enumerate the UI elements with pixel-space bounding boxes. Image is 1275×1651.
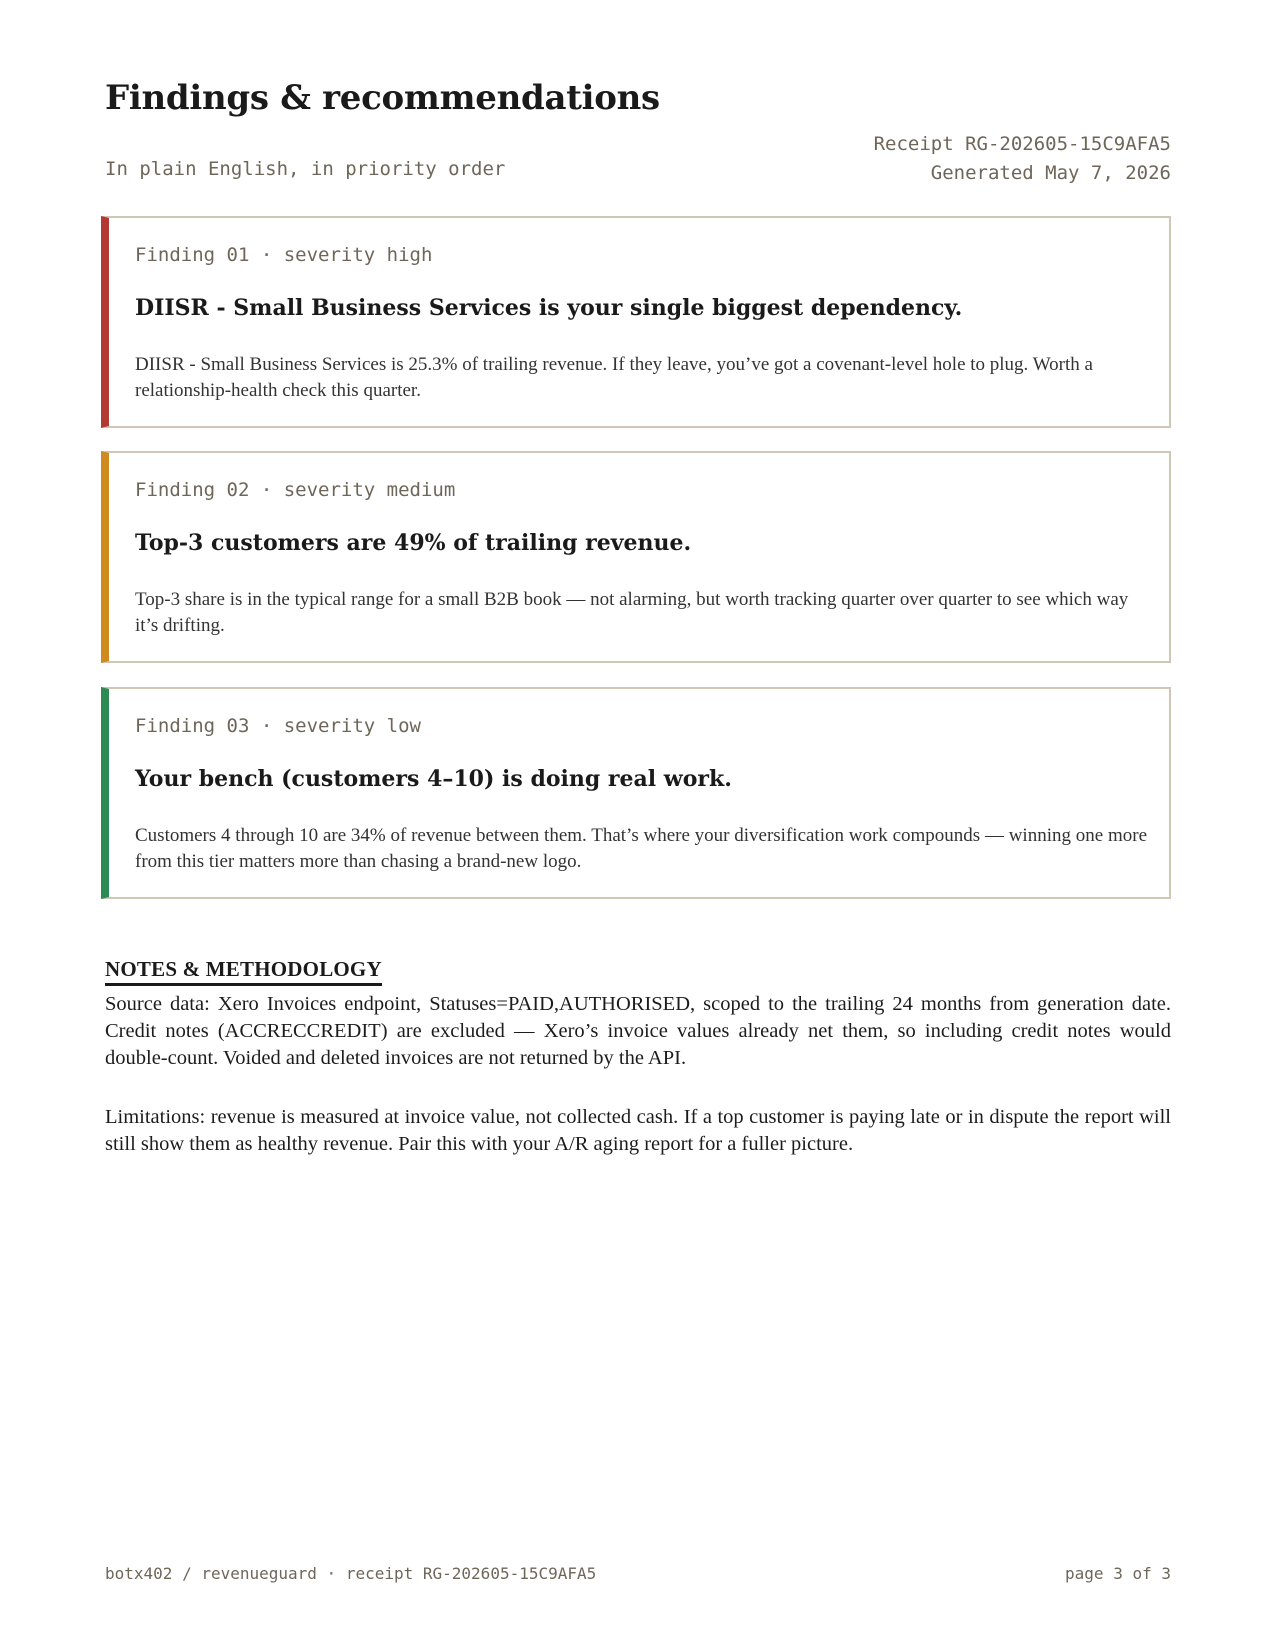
finding-headline: DIISR - Small Business Services is your single biggest dependency.: [135, 295, 963, 321]
page-title: Findings & recommendations: [105, 78, 660, 118]
finding-meta: Finding 03 · severity low: [135, 715, 421, 737]
report-page: [105, 0, 1171, 1651]
generated-date: Generated May 7, 2026: [930, 162, 1171, 184]
finding-meta: Finding 01 · severity high: [135, 244, 433, 266]
notes-heading: NOTES & METHODOLOGY: [105, 957, 382, 986]
finding-card-03: [101, 687, 1171, 899]
finding-headline: Top-3 customers are 49% of trailing revenue.: [135, 530, 692, 556]
receipt-info: [874, 130, 1171, 188]
finding-headline: Your bench (customers 4–10) is doing real work.: [135, 766, 732, 792]
notes-limitations-paragraph: Limitations: revenue is measured at invoice value, not collected cash. If a top customer is paying late or in dispute the report will still show them as healthy revenue. Pair this with your A/R aging report for a fuller picture.: [105, 1106, 1171, 1155]
finding-body: Top-3 share is in the typical range for a small B2B book — not alarming, but worth tracking quarter over quarter to see which way it’s drifting.: [135, 589, 1129, 636]
page-number: page 3 of 3: [1065, 1564, 1171, 1583]
finding-body: Customers 4 through 10 are 34% of revenue between them. That’s where your diversification work compounds — winning one more from this tier matters more than chasing a brand-new logo.: [135, 825, 1147, 872]
footer-receipt: botx402 / revenueguard · receipt RG-202605-15C9AFA5: [105, 1564, 597, 1583]
finding-card-02: [101, 451, 1171, 663]
finding-card-01: [101, 216, 1171, 428]
notes-source-paragraph: Source data: Xero Invoices endpoint, Statuses=PAID,AUTHORISED, scoped to the trailing 24 months from generation date. Credit notes (ACCRECCREDIT) are excluded — Xero’s invoice values already net them, so including credit notes would double-count. Voided and deleted invoices are not returned by the API.: [105, 993, 1171, 1069]
receipt-number: Receipt RG-202605-15C9AFA5: [873, 133, 1171, 155]
page-subtitle: In plain English, in priority order: [105, 158, 506, 180]
finding-body: DIISR - Small Business Services is 25.3% of trailing revenue. If they leave, you’ve got a covenant-level hole to plug. Worth a relationship-health check this quarter.: [135, 354, 1093, 401]
finding-meta: Finding 02 · severity medium: [135, 479, 456, 501]
